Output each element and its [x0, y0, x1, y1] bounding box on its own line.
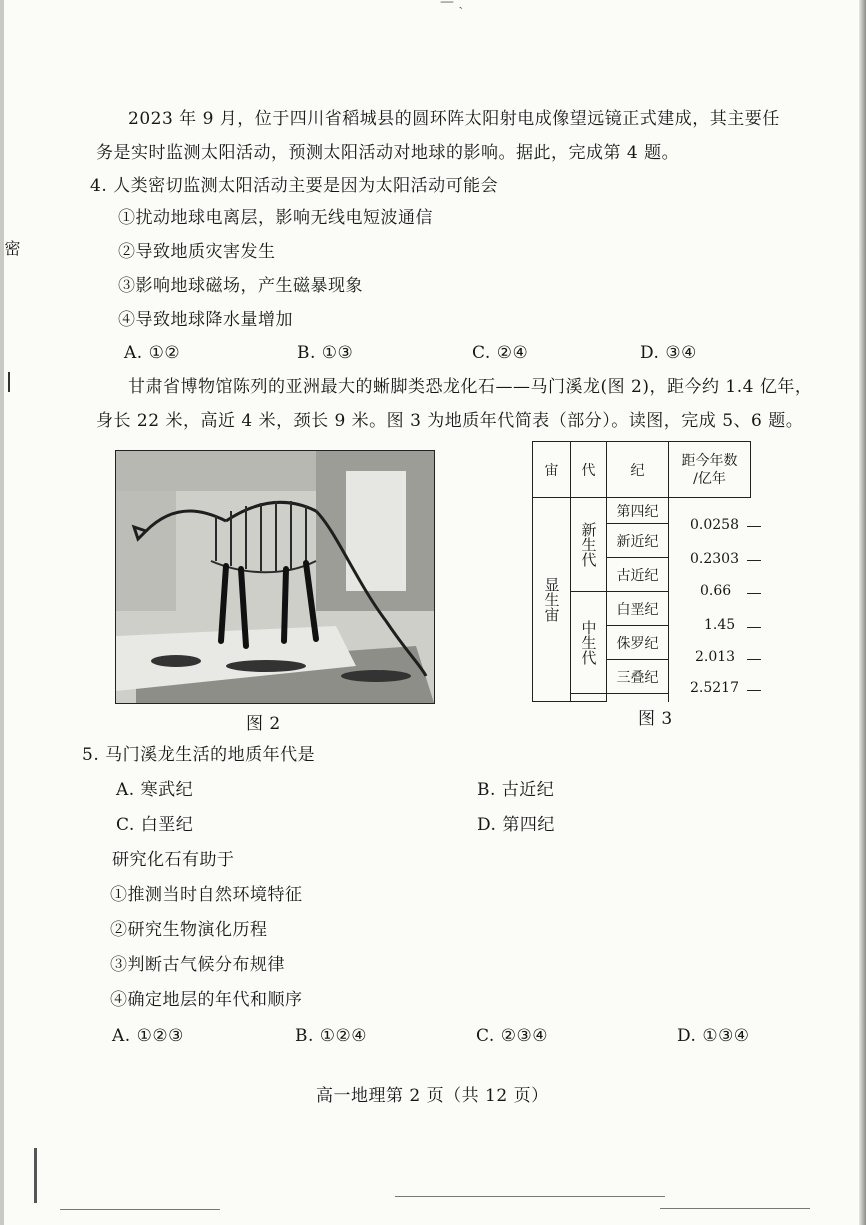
period-triassic: 三叠纪	[607, 660, 669, 694]
period-jurassic: 侏罗纪	[607, 626, 669, 660]
age-label-4: 1.45	[704, 617, 736, 633]
q6-item-2: ②研究生物演化历程	[110, 920, 268, 940]
q4-option-a[interactable]: A. ①②	[124, 343, 181, 363]
q5-option-d[interactable]: D. 第四纪	[477, 815, 555, 835]
age-tick-6	[747, 690, 761, 691]
age-tick-4	[747, 627, 761, 628]
age-tick-2	[747, 560, 761, 561]
q6-option-d[interactable]: D. ①③④	[677, 1026, 750, 1046]
q5-option-a[interactable]: A. 寒武纪	[116, 780, 194, 800]
passage1-line1: 2023 年 9 月，位于四川省稻城县的圆环阵太阳射电成像望远镜正式建成，其主要任	[128, 109, 780, 129]
age-label-5: 2.013	[695, 649, 736, 665]
q6-option-a[interactable]: A. ①②③	[112, 1026, 184, 1046]
q4-option-b[interactable]: B. ①③	[297, 343, 354, 363]
scan-line-2	[395, 1196, 665, 1197]
eon-phanerozoic: 显生宙	[533, 498, 571, 702]
q6-item-3: ③判断古气候分布规律	[110, 955, 285, 975]
q6-option-c[interactable]: C. ②③④	[476, 1026, 548, 1046]
scan-line-1	[60, 1209, 220, 1210]
age-label-3: 0.66	[700, 583, 732, 599]
margin-seal-mark: 密	[2, 240, 21, 256]
q5-option-c[interactable]: C. 白垩纪	[116, 815, 194, 835]
table-header-period: 纪	[607, 442, 669, 498]
page-footer: 高一地理第 2 页（共 12 页）	[316, 1086, 549, 1106]
figure2-caption: 图 2	[246, 714, 281, 734]
age-label-6: 2.5217	[690, 680, 739, 696]
era-mesozoic: 中生代	[571, 592, 607, 694]
figure2-dinosaur-photo	[115, 450, 435, 704]
age-tick-5	[747, 659, 761, 660]
period-quaternary: 第四纪	[607, 498, 669, 524]
q4-item-2: ②导致地质灾害发生	[118, 242, 276, 262]
q6-item-1: ①推测当时自然环境特征	[110, 885, 303, 905]
period-cretaceous: 白垩纪	[607, 592, 669, 626]
q5-option-b[interactable]: B. 古近纪	[477, 780, 555, 800]
scan-line-3	[660, 1208, 810, 1209]
q6-option-b[interactable]: B. ①②④	[295, 1026, 368, 1046]
period-neogene: 新近纪	[607, 524, 669, 558]
period-paleogene: 古近纪	[607, 558, 669, 592]
scan-edge-right	[859, 0, 866, 1225]
table-header-era: 代	[571, 442, 607, 498]
q6-item-4: ④确定地层的年代和顺序	[110, 990, 303, 1010]
age-tick-3	[747, 593, 761, 594]
passage2-line2: 身长 22 米，高近 4 米，颈长 9 米。图 3 为地质年代简表（部分）。读图，完成 5、6 题。	[96, 411, 804, 431]
q5-stem: 5. 马门溪龙生活的地质年代是	[82, 745, 316, 765]
scan-artifact-left	[34, 1148, 37, 1203]
period-below	[571, 694, 607, 702]
figure3-caption: 图 3	[638, 709, 673, 729]
age-label-1: 0.0258	[690, 517, 739, 533]
q4-item-1: ①扰动地球电离层，影响无线电短波通信	[118, 208, 433, 228]
margin-tick	[8, 372, 10, 392]
q4-option-c[interactable]: C. ②④	[472, 343, 529, 363]
top-scan-marks: — ˎ	[440, 0, 464, 10]
age-label-2: 0.2303	[690, 551, 739, 567]
dinosaur-skeleton-icon	[116, 451, 434, 703]
passage1-line2: 务是实时监测太阳活动，预测太阳活动对地球的影响。据此，完成第 4 题。	[96, 143, 680, 163]
scan-edge-left	[0, 0, 4, 1225]
q4-option-d[interactable]: D. ③④	[640, 343, 697, 363]
q4-item-3: ③影响地球磁场，产生磁暴现象	[118, 276, 363, 296]
passage2-line1: 甘肃省博物馆陈列的亚洲最大的蜥脚类恐龙化石——马门溪龙(图 2)，距今约 1.4 亿年，	[128, 377, 813, 397]
q4-stem: 4. 人类密切监测太阳活动主要是因为太阳活动可能会	[90, 176, 499, 196]
table-header-eon: 宙	[533, 442, 571, 498]
age-tick-1	[747, 526, 761, 527]
table-header-age: 距今年数 /亿年	[669, 442, 751, 498]
q6-stem: 研究化石有助于	[112, 850, 235, 870]
q4-item-4: ④导致地球降水量增加	[118, 310, 293, 330]
era-cenozoic: 新生代	[571, 498, 607, 592]
